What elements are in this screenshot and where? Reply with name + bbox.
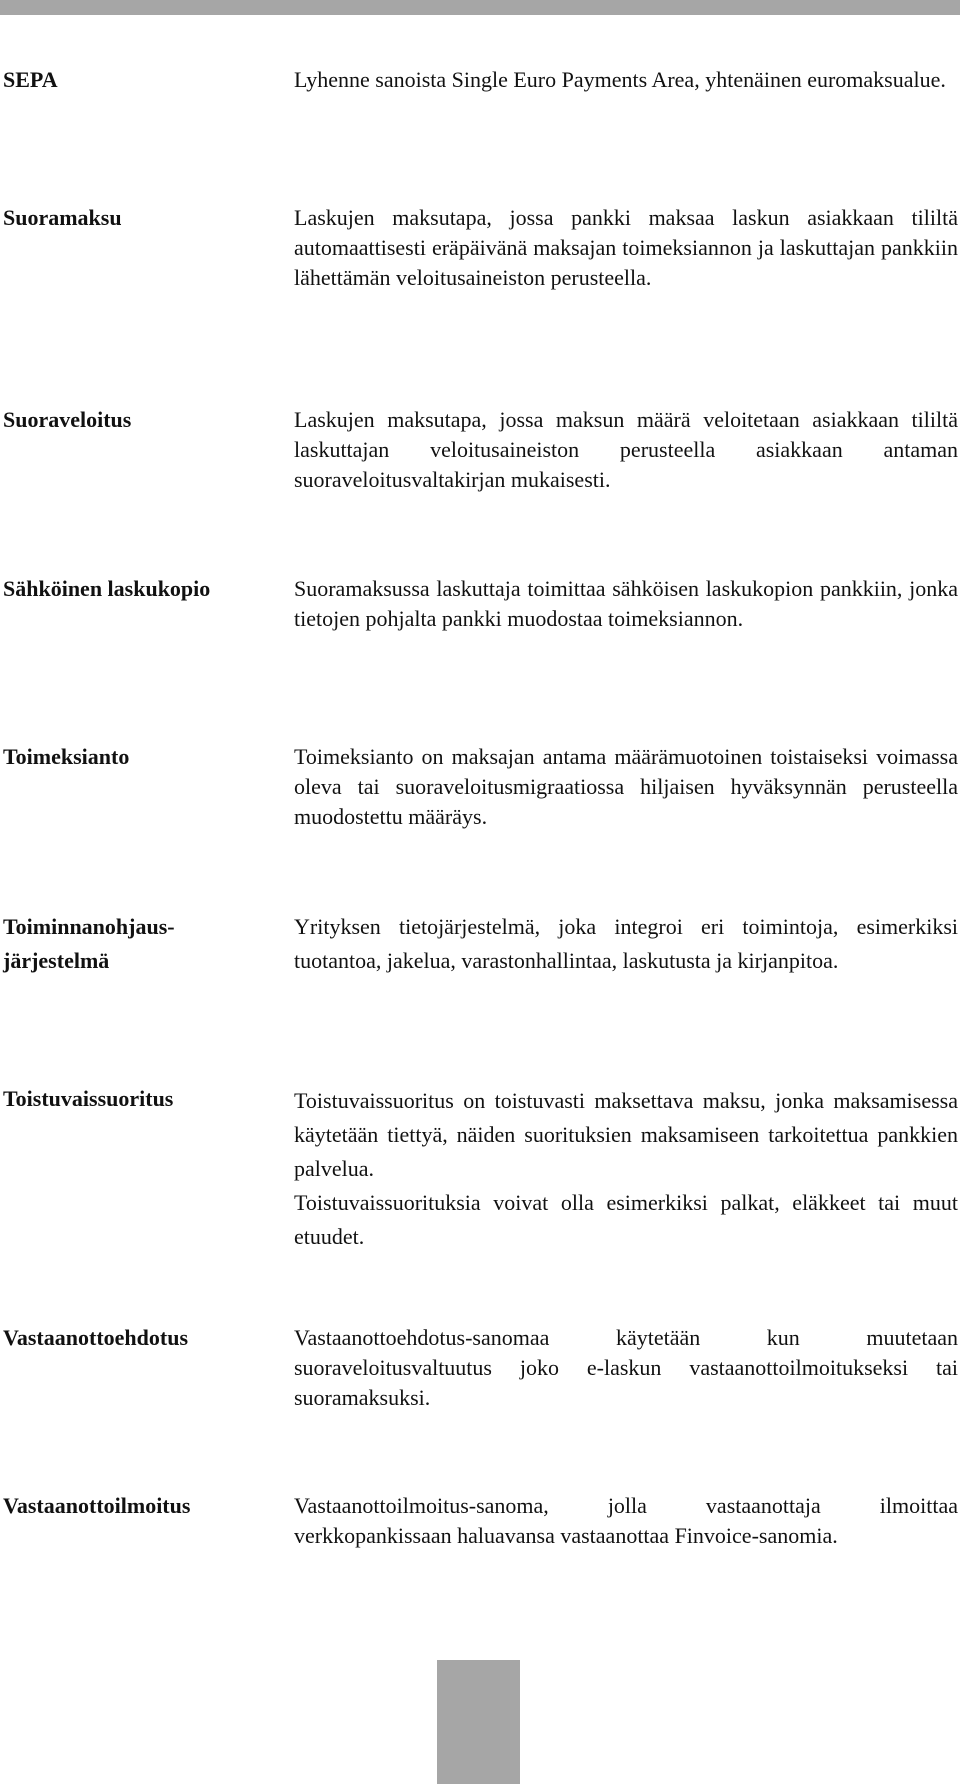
glossary-definition: Vastaanottoilmoitus-sanoma, jolla vastaanottaja ilmoittaa verkkopankissaan haluavansa vastaanottaa Finvoice-sanomia. <box>294 1493 958 1548</box>
glossary-definition: Lyhenne sanoista Single Euro Payments Area, yhtenäinen euromaksualue. <box>294 67 946 92</box>
glossary-definition: Suoramaksussa laskuttaja toimittaa sähköisen laskukopion pankkiin, jonka tietojen pohjalta pankki muodostaa toimeksiannon. <box>294 576 958 631</box>
glossary-term: Toistuvaissuoritus <box>3 1086 174 1111</box>
glossary-term: Vastaanottoehdotus <box>3 1325 189 1350</box>
definition-paragraph: Toistuvaissuoritus on toistuvasti maksettava maksu, jonka maksamisessa käytetään tiettyä, näiden suorituksien maksamiseen tarkoitettua pankkien palvelua. <box>294 1088 958 1181</box>
page-number-tab <box>437 1660 520 1784</box>
glossary-definition: Toimeksianto on maksajan antama määrämuotoinen toistaiseksi voimassa oleva tai suoraveloitusmigraatiossa hiljaisen hyväksynnän perusteella muodostettu määräys. <box>294 744 958 829</box>
glossary-term: Vastaanottoilmoitus <box>3 1493 191 1518</box>
glossary-term: Sähköinen laskukopio <box>3 576 211 601</box>
glossary-term: Toimeksianto <box>3 744 130 769</box>
glossary-term: SEPA <box>3 67 58 92</box>
glossary-term: Suoramaksu <box>3 205 122 230</box>
glossary-definition: Laskujen maksutapa, jossa pankki maksaa laskun asiakkaan tililtä automaattisesti eräpäivänä maksajan toimeksiannon ja laskuttajan pankkiin lähettämän veloitusaineiston perusteella. <box>294 205 958 290</box>
glossary-definition: Yrityksen tietojärjestelmä, joka integroi eri toimintoja, esimerkiksi tuotantoa, jakelua, varastonhallintaa, laskutusta ja kirjanpitoa. <box>294 914 958 973</box>
glossary-definition: Vastaanottoehdotus-sanomaa käytetään kun muutetaan suoraveloitusvaltuutus joko e-laskun vastaanottoilmoitukseksi tai suoramaksuksi. <box>294 1325 958 1410</box>
definition-paragraph: Toistuvaissuorituksia voivat olla esimerkiksi palkat, eläkkeet tai muut etuudet. <box>294 1190 958 1249</box>
glossary-term: Suoraveloitus <box>3 407 132 432</box>
top-rule <box>0 0 960 15</box>
glossary-definition: Laskujen maksutapa, jossa maksun määrä veloitetaan asiakkaan tililtä laskuttajan veloitusaineiston perusteella asiakkaan antaman suoraveloitusvaltakirjan mukaisesti. <box>294 407 958 492</box>
glossary-term: Toiminnanohjaus-järjestelmä <box>3 914 175 973</box>
glossary-definition <box>294 1084 958 1254</box>
